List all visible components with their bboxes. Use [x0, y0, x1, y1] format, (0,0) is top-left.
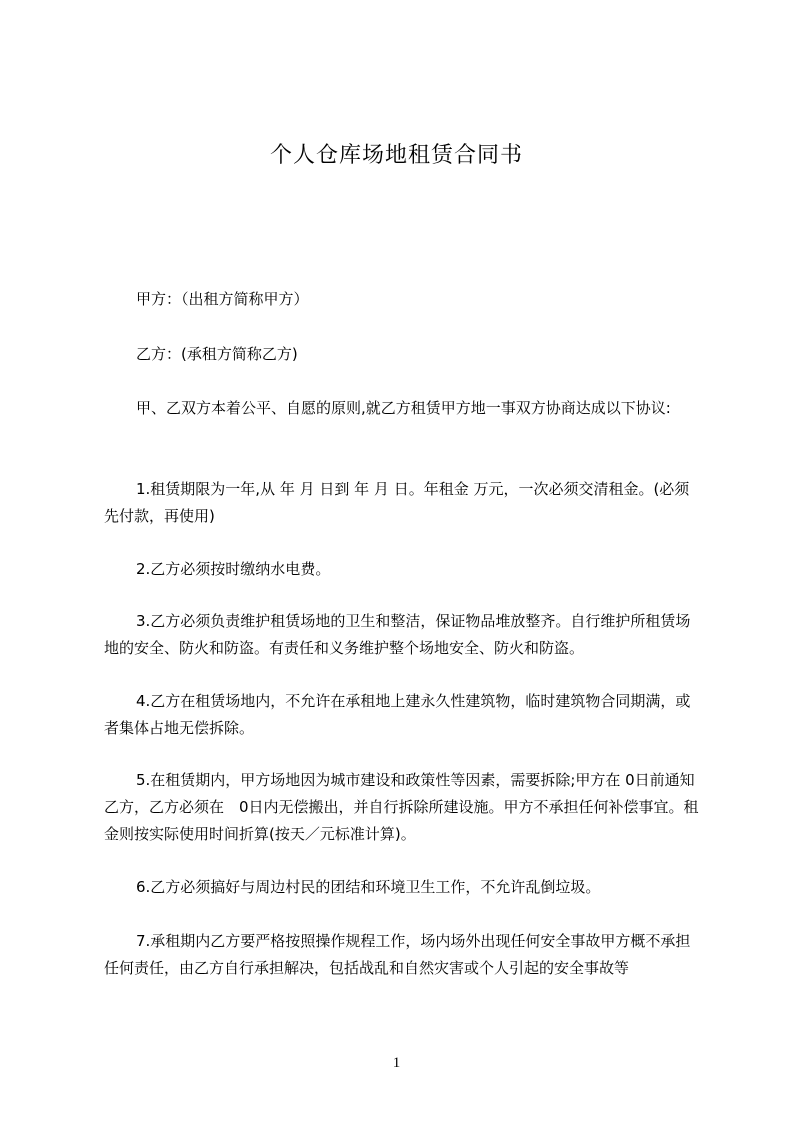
page-number: 1: [392, 1055, 401, 1071]
clause-5: 5.在租赁期内，甲方场地因为城市建设和政策性等因素，需要拆除;甲方在 0日前通知乙方，乙方必须在 0日内无偿搬出，并自行拆除所建设施。甲方不承担任何补偿事宜。租金则按实际使用时间折算(按天／元标准计算)。: [104, 771, 699, 843]
clause-7: 7.承租期内乙方要严格按照操作规程工作，场内场外出现任何安全事故甲方概不承担任何责任，由乙方自行承担解决，包括战乱和自然灾害或个人引起的安全事故等: [104, 932, 691, 977]
clause-4: 4.乙方在租赁场地内，不允许在承租地上建永久性建筑物，临时建筑物合同期满，或者集体占地无偿拆除。: [104, 692, 691, 737]
clause-2: 2.乙方必须按时缴纳水电费。: [136, 560, 331, 578]
document-title: 个人仓库场地租赁合同书: [269, 143, 523, 168]
intro-paragraph: 甲、乙双方本着公平、自愿的原则,就乙方租赁甲方地一事双方协商达成以下协议:: [136, 399, 671, 417]
clause-6: 6.乙方必须搞好与周边村民的团结和环境卫生工作，不允许乱倒垃圾。: [136, 878, 601, 896]
party-a-line: 甲方：（出租方简称甲方）: [136, 290, 309, 308]
clause-3: 3.乙方必须负责维护租赁场地的卫生和整洁，保证物品堆放整齐。自行维护所租赁场地的安全、防火和防盗。有责任和义务维护整个场地安全、防火和防盗。: [104, 612, 691, 657]
party-b-line: 乙方：(承租方简称乙方): [136, 345, 298, 363]
clause-1: 1.租赁期限为一年,从 年 月 日到 年 月 日。年租金 万元，一次必须交清租金。(必须先付款，再使用): [104, 480, 690, 525]
